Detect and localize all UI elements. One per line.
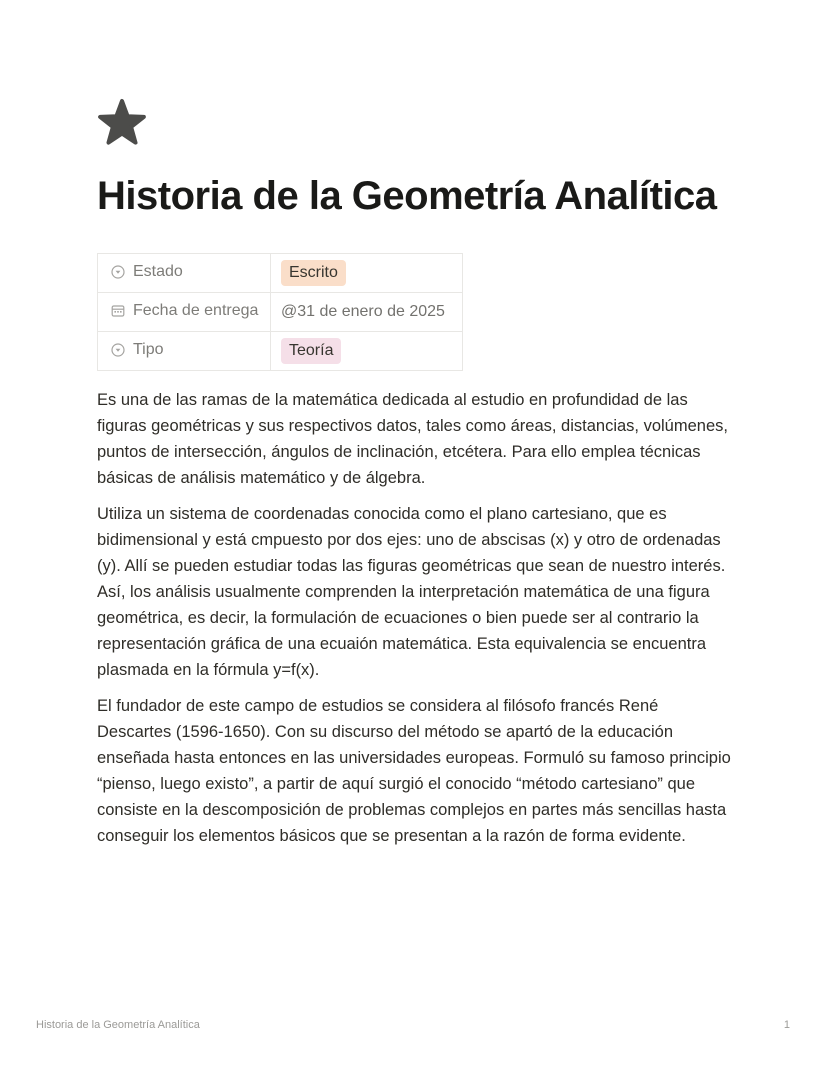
property-row-estado [98, 254, 463, 293]
calendar-icon [111, 304, 125, 318]
status-badge: Escrito [281, 260, 346, 286]
select-icon [111, 343, 125, 357]
star-icon [97, 98, 147, 148]
property-label: Estado [133, 262, 183, 280]
page-title: Historia de la Geometría Analítica [97, 174, 717, 218]
page-footer [36, 1019, 790, 1031]
footer-page-number: 1 [783, 1019, 790, 1031]
footer-title: Historia de la Geometría Analítica [36, 1019, 200, 1031]
document-body [97, 387, 733, 849]
paragraph: Utiliza un sistema de coordenadas conocida como el plano cartesiano, que es bidimensional y está cmpuesto por dos ejes: uno de abscisas (x) y otro de ordenadas (y). Allí se pueden estudiar todas las figuras geométricas que sean de nuestro interés. Así, los análisis usualmente comprenden la interpretación matemática de una figura geométrica, es decir, la formulación de ecuaciones o bien puede ser al contrario la representación gráfica de una ecuaión matemática. Esta equivalencia se encuentra plasmada en la fórmula y=f(x). [97, 505, 726, 679]
page-content [97, 98, 733, 859]
property-row-tipo [98, 332, 463, 371]
property-label: Tipo [133, 340, 164, 358]
properties-table [97, 253, 463, 371]
property-row-fecha [98, 293, 463, 332]
paragraph: Es una de las ramas de la matemática dedicada al estudio en profundidad de las figuras geométricas y sus respectivos datos, tales como áreas, distancias, volúmenes, puntos de intersección, ángulos de inclinación, etcétera. Para ello emplea técnicas básicas de análisis matemático y de álgebra. [97, 391, 728, 487]
select-icon [111, 265, 125, 279]
paragraph: El fundador de este campo de estudios se considera al filósofo francés René Descartes (1596-1650). Con su discurso del método se apartó de la educación enseñada hasta entonces en las universidades europeas. Formuló su famoso principio “pienso, luego existo”, a partir de aquí surgió el conocido “método cartesiano” que consiste en la descomposición de problemas complejos en partes más sencillas hasta conseguir los elementos básicos que se presentan a la razón de forma evidente. [97, 697, 731, 845]
date-mention: @31 de enero de 2025 [281, 303, 445, 320]
property-label: Fecha de entrega [133, 301, 259, 319]
type-badge: Teoría [281, 338, 341, 364]
